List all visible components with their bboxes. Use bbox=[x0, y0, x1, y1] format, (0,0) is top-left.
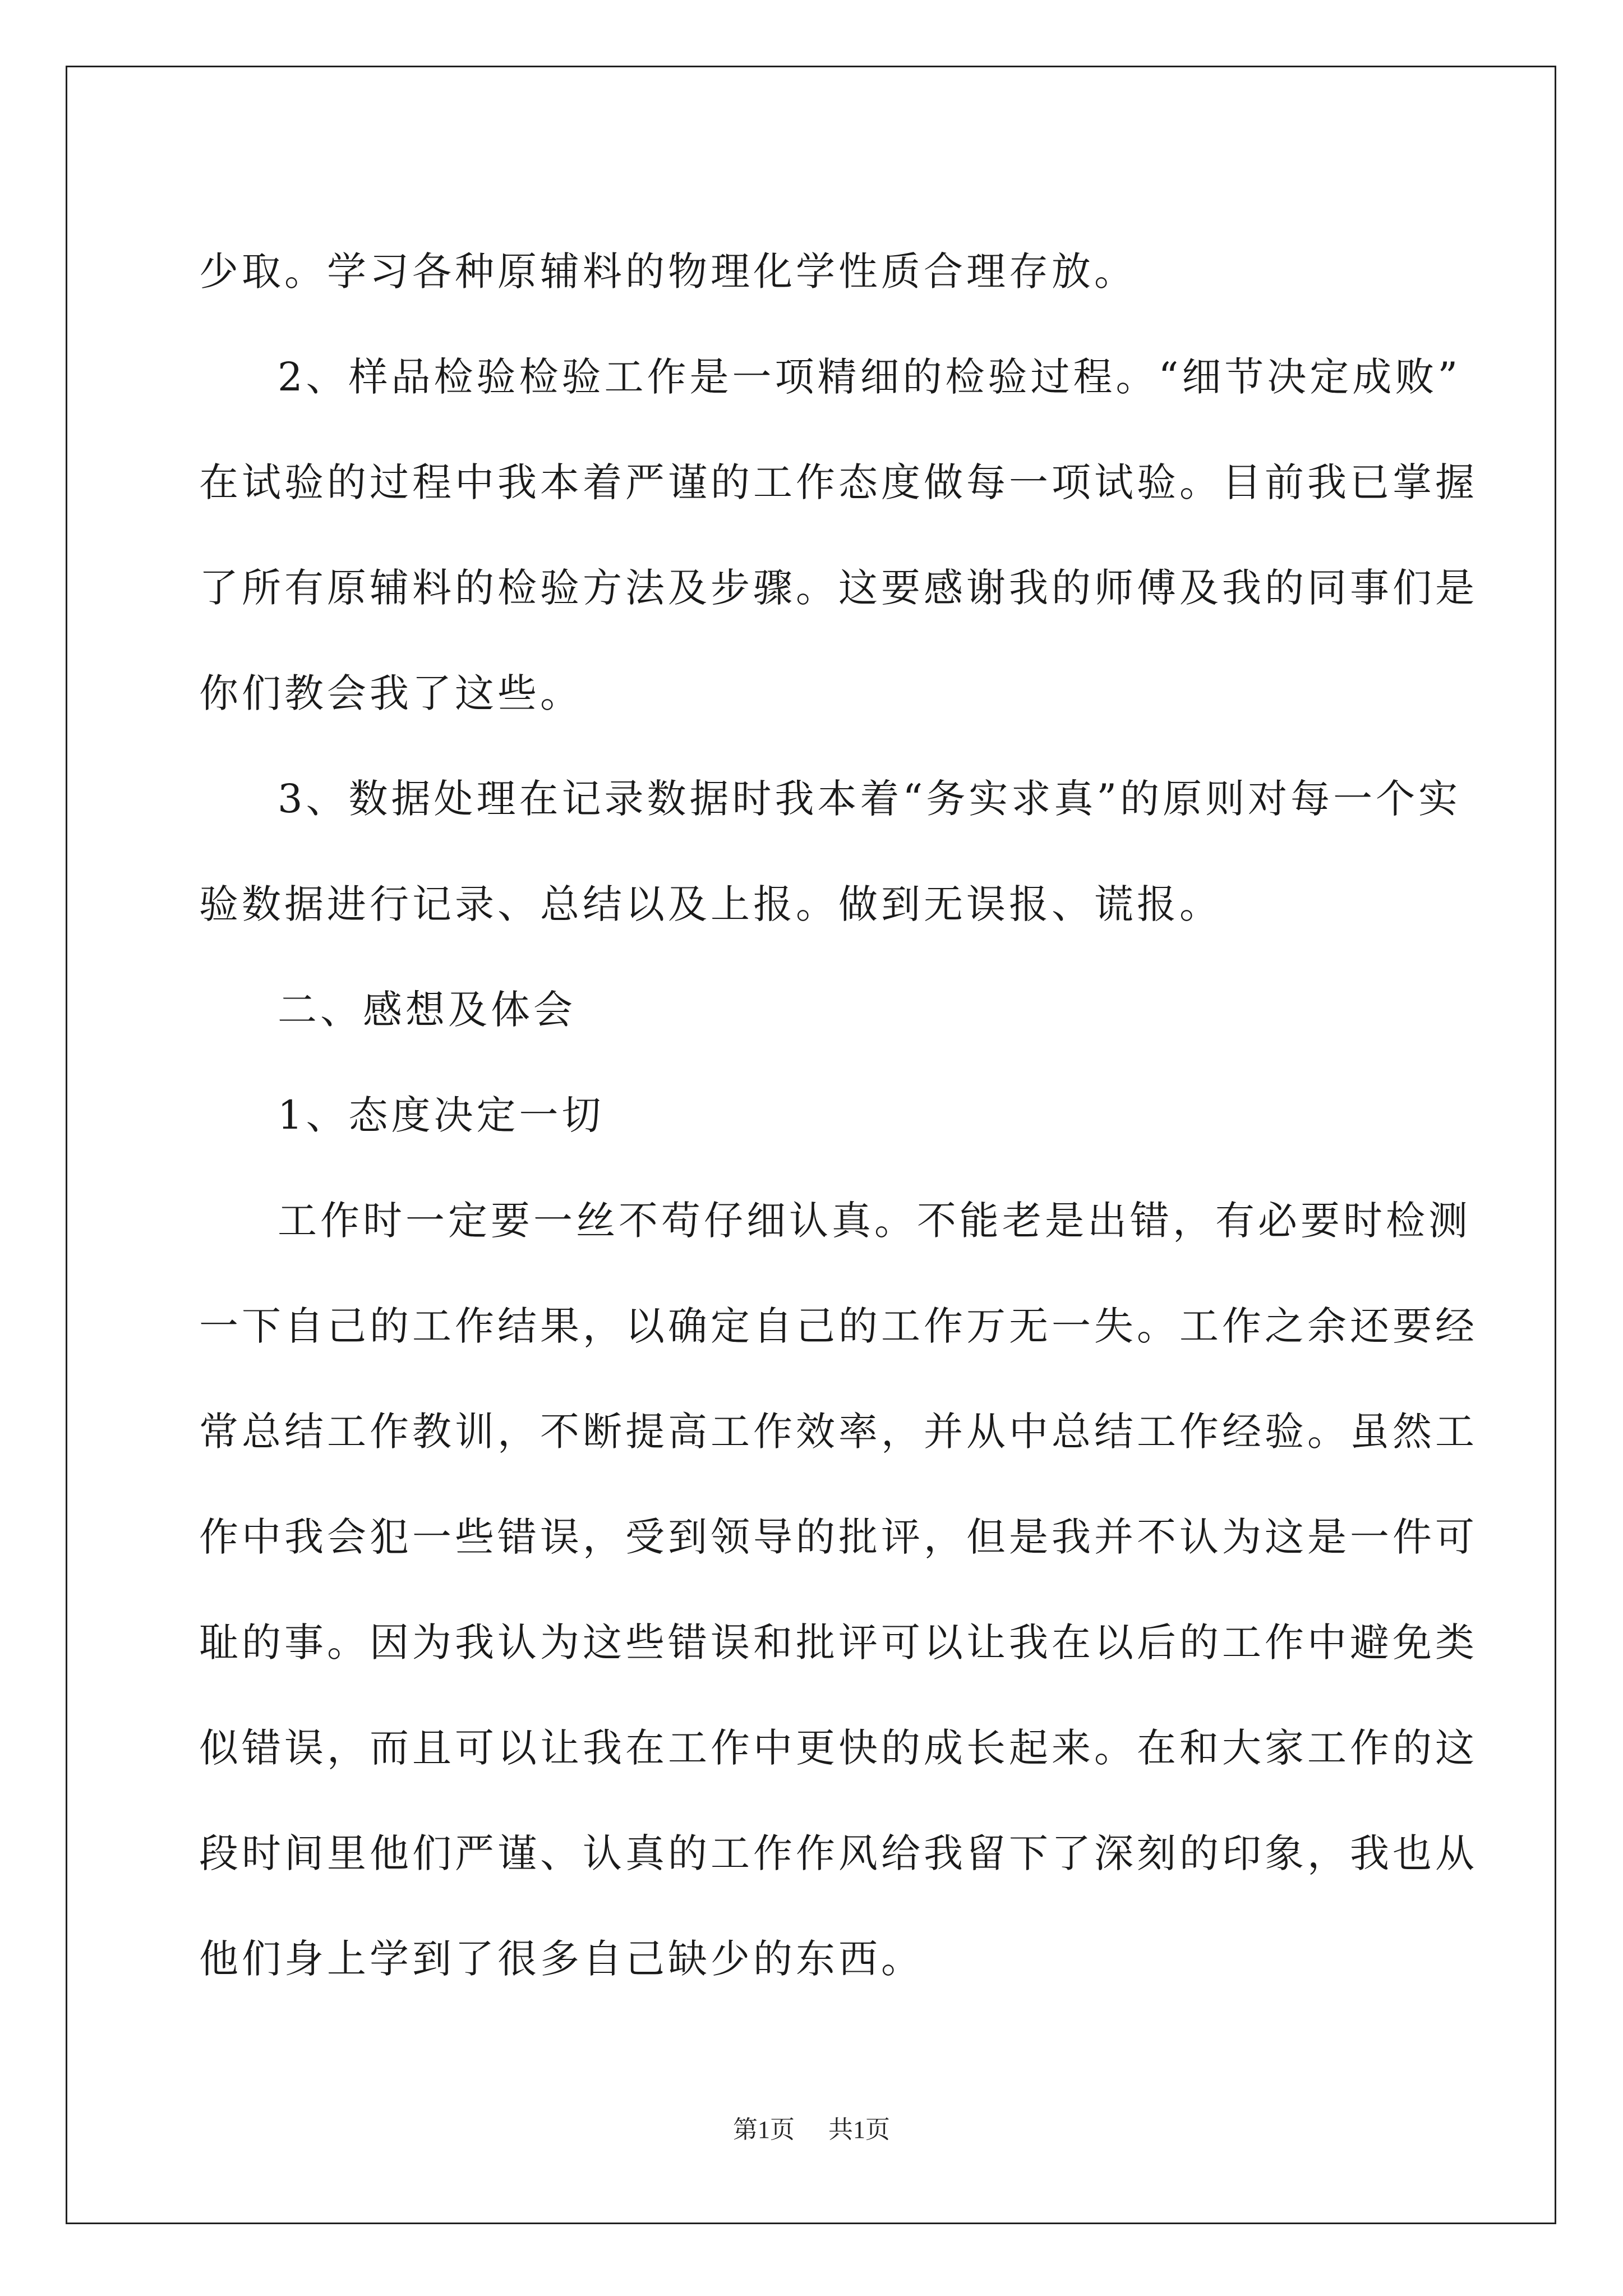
text-line-2: 2、样品检验检验工作是一项精细的检验过程。“细节决定成败” bbox=[278, 354, 1461, 400]
text-line-5: 你们教会我了这些。 bbox=[199, 670, 583, 716]
page-total: 共1页 bbox=[828, 2116, 890, 2143]
section-heading: 二、感想及体会 bbox=[278, 987, 576, 1033]
text-line-14: 耻的事。因为我认为这些错误和批评可以让我在以后的工作中避免类 bbox=[199, 1619, 1478, 1665]
text-line-10: 工作时一定要一丝不苟仔细认真。不能老是出错，有必要时检测 bbox=[278, 1198, 1471, 1244]
text-line-3: 在试验的过程中我本着严谨的工作态度做每一项试验。目前我已掌握 bbox=[199, 459, 1478, 505]
text-line-7: 验数据进行记录、总结以及上报。做到无误报、谎报。 bbox=[199, 881, 1222, 927]
text-line-1: 少取。学习各种原辅料的物理化学性质合理存放。 bbox=[199, 249, 1137, 295]
text-line-17: 他们身上学到了很多自己缺少的东西。 bbox=[199, 1936, 924, 1982]
page-footer bbox=[0, 2109, 1623, 2145]
text-line-6: 3、数据处理在记录数据时我本着“务实求真”的原则对每一个实 bbox=[278, 776, 1461, 822]
page-number: 第1页 bbox=[733, 2116, 795, 2143]
document-body bbox=[199, 219, 1478, 2012]
text-line-12: 常总结工作教训，不断提高工作效率，并从中总结工作经验。虽然工 bbox=[199, 1409, 1478, 1455]
text-line-4: 了所有原辅料的检验方法及步骤。这要感谢我的师傅及我的同事们是 bbox=[199, 565, 1478, 611]
text-line-13: 作中我会犯一些错误，受到领导的批评，但是我并不认为这是一件可 bbox=[199, 1514, 1478, 1560]
text-line-16: 段时间里他们严谨、认真的工作作风给我留下了深刻的印象，我也从 bbox=[199, 1830, 1478, 1876]
subsection-heading: 1、态度决定一切 bbox=[278, 1092, 605, 1138]
text-line-11: 一下自己的工作结果，以确定自己的工作万无一失。工作之余还要经 bbox=[199, 1303, 1478, 1349]
text-line-15: 似错误，而且可以让我在工作中更快的成长起来。在和大家工作的这 bbox=[199, 1725, 1478, 1771]
